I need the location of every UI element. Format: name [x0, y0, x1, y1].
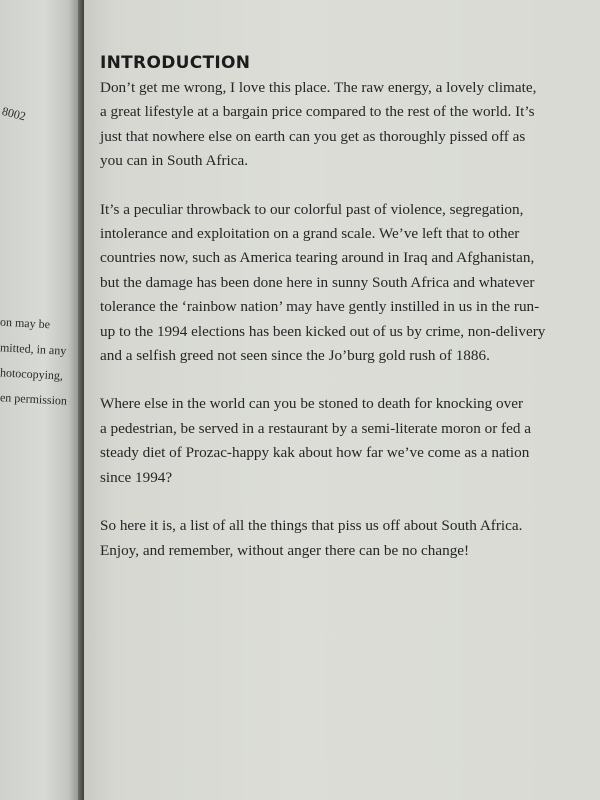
paragraph-3 [100, 392, 556, 490]
left-page-fragment: on may be [0, 314, 51, 332]
text-line: up to the 1994 elections has been kicked out of us by crime, non-delivery [100, 322, 546, 340]
page-content [100, 52, 556, 587]
left-page [0, 0, 80, 800]
paragraph-2 [100, 198, 556, 369]
text-line: since 1994? [100, 468, 173, 486]
text-line: countries now, such as America tearing around in Iraq and Afghanistan, [100, 249, 535, 267]
text-line: Don’t get me wrong, I love this place. The raw energy, a lovely climate, [100, 79, 537, 96]
left-page-fragment: hotocopying, [0, 365, 64, 383]
text-line: tolerance the ‘rainbow nation’ may have gently instilled in us in the run- [100, 298, 540, 316]
text-line: Where else in the world can you be stoned to death for knocking over [100, 395, 524, 413]
text-line: a pedestrian, be served in a restaurant by a semi-literate moron or fed a [100, 419, 531, 437]
left-page-fragment: mitted, in any [0, 340, 67, 358]
text-line: It’s a peculiar throwback to our colorful past of violence, segregation, [100, 200, 524, 218]
text-line: steady diet of Prozac-happy kak about how far we’ve come as a nation [100, 444, 530, 462]
text-line: So here it is, a list of all the things that piss us off about South Africa. [100, 517, 523, 535]
left-page-fragment: en permission [0, 390, 68, 408]
text-line: intolerance and exploitation on a grand scale. We’ve left that to other [100, 225, 520, 243]
text-line: you can in South Africa. [100, 152, 249, 170]
text-line: but the damage has been done here in sunny South Africa and whatever [100, 273, 535, 291]
text-line: a great lifestyle at a bargain price compared to the rest of the world. It’s [100, 103, 535, 121]
paragraph-4 [100, 514, 556, 563]
text-line: Enjoy, and remember, without anger there can be no change! [100, 541, 470, 559]
paragraph-1 [100, 76, 556, 174]
left-page-fragment-year: 8002 [0, 104, 28, 124]
text-line: and a selfish greed not seen since the Jo’burg gold rush of 1886. [100, 347, 490, 365]
page-title: INTRODUCTION [100, 53, 251, 73]
right-page [84, 0, 600, 800]
text-line: just that nowhere else on earth can you get as thoroughly pissed off as [100, 127, 526, 145]
